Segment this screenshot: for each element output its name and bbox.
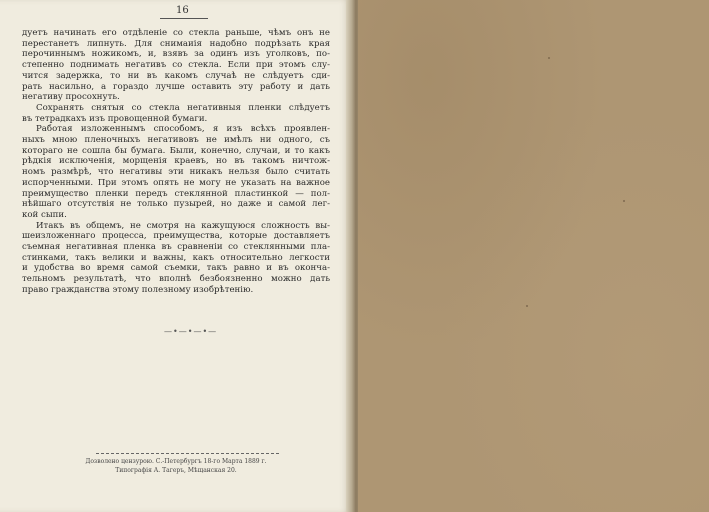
text-line: негативу просохнуть. [22, 92, 120, 103]
printer-note: Типографія А. Тагеръ, Мѣщанская 20. [115, 467, 237, 474]
paragraph [22, 103, 330, 124]
text-line: кой сыпи. [22, 209, 67, 220]
page-number: 16 [176, 5, 189, 16]
text-line: шеизложеннаго процесса, преимущества, которые доставляетъ [22, 231, 330, 242]
censorship-note: Дозволено цензурою. С.-Петербургъ 18-го Марта 1889 г. [85, 458, 267, 465]
right-page-blank [358, 0, 709, 512]
text-line: въ тетрадкахъ изъ провощенной бумаги. [22, 113, 208, 124]
text-line: котораго не сошла бы бумага. Были, конечно, случаи, и то какъ [22, 145, 330, 156]
text-line: чится задержка, то ни въ какомъ случаѣ не слѣдуетъ сди- [22, 70, 330, 81]
text-line: перестанетъ липнуть. Для снимаиія надобно подрѣзать края [22, 38, 330, 49]
paragraph [22, 221, 330, 296]
text-line: рѣдкія исключенія, морщенія краевъ, но въ такомъ ничтож- [22, 156, 330, 167]
text-line: Итакъ въ общемъ, не смотря на кажущуюся сложность вы- [36, 220, 330, 231]
text-line: степенно поднимать негативъ со стекла. Если при этомъ слу- [22, 60, 330, 71]
page-number-rule [160, 18, 208, 19]
text-line: номъ размѣрѣ, что негативы эти никакъ нельзя было считать [22, 167, 330, 178]
paper-speck [526, 305, 528, 307]
text-line: и удобства во время самой съемки, такъ равно и въ оконча- [22, 263, 330, 274]
text-line: тельномъ результатѣ, что вполнѣ безбоязненно можно дать [22, 274, 330, 285]
text-line: Сохранять снятыя со стекла негативныя пленки слѣдуетъ [36, 102, 330, 113]
paragraph [22, 28, 330, 103]
paragraph [22, 124, 330, 220]
text-line: преимущество пленки передъ стеклянной пластинкой — пол- [22, 188, 330, 199]
text-line: Работая изложеннымъ способомъ, я изъ всѣхъ проявлен- [36, 124, 330, 135]
text-line: нѣйшаго отсутствія не только пузырей, но даже и самой лег- [22, 199, 330, 210]
left-page [0, 0, 350, 512]
text-line: съемная негативная пленка въ сравненіи со стеклянными пла- [22, 242, 330, 253]
footer-rule [96, 453, 279, 454]
text-line: перочиннымъ ножикомъ, и, взявъ за одинъ изъ уголковъ, по- [22, 49, 330, 60]
text-line: испорченными. При этомъ опять не могу не указать на важное [22, 177, 330, 188]
paper-speck [623, 200, 625, 202]
text-line: дуетъ начинать его отдѣленіе со стекла раньше, чѣмъ онъ не [22, 28, 330, 38]
text-line: рать насильно, а гораздо лучше оставить эту работу и дать [22, 81, 330, 92]
text-line: право гражданства этому полезному изобрѣтенію. [22, 284, 254, 295]
paper-speck [548, 57, 550, 59]
text-line: ныхъ мною пленочныхъ негативовъ не имѣлъ ни одного, съ [22, 135, 330, 146]
text-line: стинками, такъ велики и важны, какъ относительно легкости [22, 252, 330, 263]
section-ornament: —•—•—•— [164, 327, 218, 336]
body-text [22, 28, 330, 296]
